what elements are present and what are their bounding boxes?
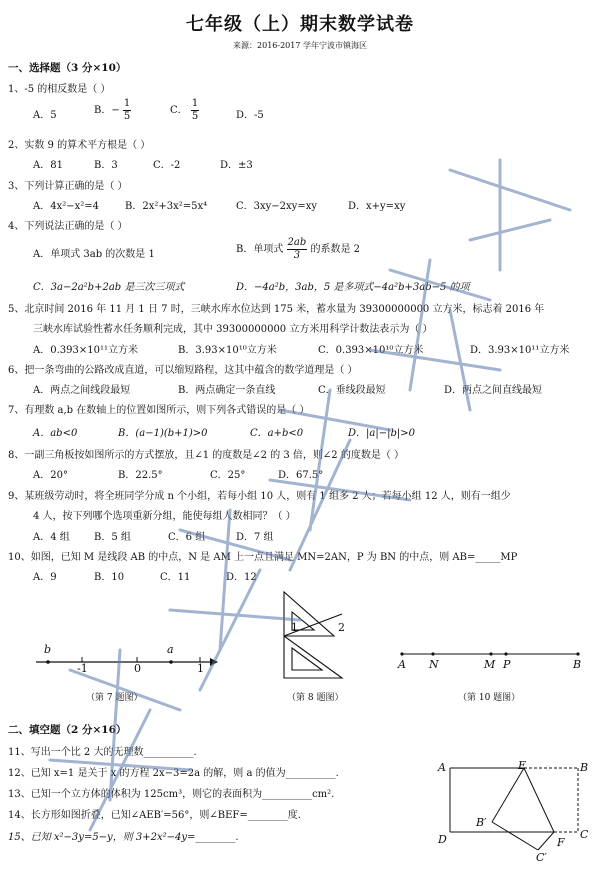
fig14-label-A: A	[438, 761, 446, 774]
set-square-bottom	[284, 636, 342, 678]
q4-option-c: C．3a−2a²b+2ab 是三次三项式	[33, 282, 185, 293]
fig14-label-B: B	[580, 761, 589, 774]
point-a	[169, 660, 173, 664]
q4-b-numerator: 2ab	[287, 237, 307, 248]
q2-option-c: C．-2	[153, 160, 181, 171]
fig7-caption: （第 7 题图）	[86, 693, 143, 703]
q2-option-a: A．81	[33, 160, 63, 171]
question-15: 15、已知 x²−3y=5−y，则 3+2x²−4y=________.	[8, 832, 239, 843]
question-13: 13、已知一个立方体的体积为 125cm³，则它的表面积为__________cm².	[8, 789, 335, 800]
q10-option-c: C．11	[160, 572, 191, 583]
q7-option-b: B．(a−1)(b+1)>0	[118, 428, 208, 439]
q7-option-d: D．|a|−|b|>0	[348, 428, 415, 439]
figure-7-number-line	[30, 640, 220, 676]
question-10-stem: 10、如图，已知 M 是线段 AB 的中点，N 是 AM 上一点且满足 MN=2AN，P 为 BN 的中点，则 AB=_____MP	[8, 552, 518, 563]
set-square-bottom-inner	[292, 648, 322, 670]
q6-option-b: B．两点确定一条直线	[178, 385, 276, 396]
q4-option-b-fraction	[287, 237, 308, 262]
fig8-angle-1: 1	[291, 621, 298, 634]
q3-option-b: B．2x²+3x²=5x⁴	[125, 201, 208, 212]
q1-c-denominator: 5	[191, 111, 199, 122]
fig10-caption: （第 10 题图）	[458, 693, 521, 703]
question-2-stem: 2、实数 9 的算术平方根是（ ）	[8, 140, 151, 151]
q9-option-c: C．6 组	[168, 532, 206, 543]
q4-b-denominator: 3	[293, 250, 301, 261]
question-12: 12、已知 x=1 是关于 x 的方程 2x−3=2a 的解，则 a 的值为__________.	[8, 768, 339, 779]
fig14-label-F: F	[557, 836, 565, 849]
figure-8-set-squares	[272, 586, 356, 682]
fig10-label-N: N	[429, 658, 439, 671]
section-choice-title: 一、选择题（3 分×10）	[8, 62, 127, 74]
question-8-stem: 8、一副三角板按如图所示的方式摆放，且∠1 的度数是∠2 的 3 倍，则∠2 的度数是（ ）	[8, 450, 405, 461]
fig14-label-B-prime: B′	[476, 816, 487, 829]
q4-option-b-suffix: 的系数是 2	[310, 244, 361, 255]
q10-option-d: D．12	[226, 572, 257, 583]
q1-option-c	[170, 98, 199, 123]
q2-option-d: D．±3	[220, 160, 253, 171]
q1-option-b-prefix: B．−	[94, 105, 120, 116]
fig10-label-P: P	[503, 658, 511, 671]
q5-option-d: D．3.93×10¹¹立方米	[470, 345, 570, 356]
q1-option-b	[94, 98, 131, 123]
fig14-label-C-prime: C′	[536, 851, 547, 864]
fig7-tick-label-1: 1	[197, 662, 204, 675]
q3-option-a: A．4x²−x²=4	[33, 201, 100, 212]
q8-option-b: B．22.5°	[118, 470, 163, 481]
q3-option-c: C．3xy−2xy=xy	[236, 201, 318, 212]
edge-B-prime-C-prime	[492, 822, 538, 850]
question-14: 14、长方形如图折叠，已知∠AEB′=56°，则∠BEF=________度.	[8, 810, 301, 821]
question-4-stem: 4、下列说法正确的是（ ）	[8, 221, 128, 232]
q4-option-b-prefix: B．单项式	[236, 244, 284, 255]
question-3-stem: 3、下列计算正确的是（ ）	[8, 181, 128, 192]
fig7-tick-label-0: 0	[134, 662, 141, 675]
fig14-label-D: D	[438, 833, 447, 846]
q5-option-b: B．3.93×10¹⁰立方米	[178, 345, 277, 356]
q4-option-b	[236, 237, 360, 262]
fig7-label-a: a	[167, 643, 174, 656]
q7-option-c: C．a+b<0	[250, 428, 304, 439]
q5-option-c: C．0.393×10¹⁰立方米	[318, 345, 424, 356]
question-7-stem: 7、有理数 a,b 在数轴上的位置如图所示，则下列各式错误的是（ ）	[8, 405, 310, 416]
fig14-label-E: E	[518, 759, 527, 772]
number-line-arrow	[210, 658, 218, 666]
q9-option-d: D．7 组	[236, 532, 274, 543]
q9-option-a: A．4 组	[33, 532, 70, 543]
q1-b-numerator: 1	[123, 98, 131, 109]
fig10-label-M: M	[484, 658, 496, 671]
fold-line-EF	[524, 768, 554, 832]
q8-option-c: C．25°	[210, 470, 246, 481]
fig7-tick-label-minus1: -1	[77, 662, 88, 675]
q6-option-a: A．两点之间线段最短	[33, 385, 131, 396]
wm-stroke-5	[50, 650, 190, 830]
edge-C-prime-F	[538, 832, 554, 850]
q6-option-c: C．垂线段最短	[318, 385, 386, 396]
fig8-caption: （第 8 题图）	[287, 693, 344, 703]
fig8-angle-2: 2	[338, 621, 345, 634]
fig10-label-B: B	[573, 658, 582, 671]
q1-c-numerator: 1	[191, 98, 199, 109]
q4-option-d: D．−4a²b，3ab，5 是多项式−4a²b+3ab−5 的项	[236, 282, 470, 293]
q7-option-a: A．ab<0	[33, 428, 78, 439]
edge-EB-prime	[492, 768, 524, 822]
fig10-label-A: A	[398, 658, 406, 671]
q8-option-d: D．67.5°	[278, 470, 324, 481]
question-6-stem: 6、把一条弯曲的公路改成直道，可以缩短路程，这其中蕴含的数学道理是（ ）	[8, 365, 358, 376]
paper-source: 来源：2016-2017 学年宁波市镇海区	[233, 41, 367, 50]
point-A	[400, 652, 403, 655]
q2-option-b: B．3	[94, 160, 118, 171]
q9-option-b: B．5 组	[94, 532, 131, 543]
q1-option-c-prefix: C．	[170, 105, 188, 116]
q10-option-b: B．10	[94, 572, 125, 583]
point-P	[504, 652, 507, 655]
q1-option-b-fraction	[123, 98, 131, 123]
question-5-line1: 5、北京时间 2016 年 11 月 1 日 7 时，三峡水库水位达到 175 米，蓄水量为 39300000000 立方米，标志着 2016 年	[8, 304, 545, 315]
q1-option-d: D．-5	[236, 110, 264, 121]
q5-option-a: A．0.393×10¹¹立方米	[33, 345, 138, 356]
point-b	[46, 660, 50, 664]
point-B	[576, 652, 579, 655]
question-9-line1: 9、某班级劳动时，将全班同学分成 n 个小组，若每小组 10 人，则有 1 组多 2 人；若每小组 12 人，则有一组少	[8, 491, 511, 502]
question-11: 11、写出一个比 2 大的无理数__________.	[8, 747, 197, 758]
figure-14-folded-rectangle	[446, 764, 582, 864]
q1-option-c-fraction	[191, 98, 199, 123]
section-fill-title: 二、填空题（2 分×16）	[8, 724, 127, 736]
fig7-label-b: b	[44, 643, 52, 656]
question-9-line2: 4 人，按下列哪个选项重新分组，能使每组人数相同？（ ）	[33, 511, 296, 522]
question-5-line2: 三峡水库试验性蓄水任务顺利完成，其中 39300000000 立方米用科学计数法表示为（ ）	[33, 324, 433, 335]
q10-option-a: A．9	[33, 572, 57, 583]
point-M	[489, 652, 492, 655]
question-1-stem: 1、-5 的相反数是（ ）	[8, 84, 111, 95]
fig14-label-C: C	[580, 828, 589, 841]
q6-option-d: D．两点之间直线最短	[444, 385, 543, 396]
wm-stroke-1	[450, 160, 570, 270]
q3-option-d: D．x+y=xy	[348, 201, 406, 212]
point-N	[431, 652, 434, 655]
q4-option-a: A．单项式 3ab 的次数是 1	[33, 249, 155, 260]
paper-title: 七年级（上）期末数学试卷	[186, 14, 414, 35]
q1-option-a: A．5	[33, 110, 57, 121]
q1-b-denominator: 5	[123, 111, 131, 122]
q8-option-a: A．20°	[33, 470, 68, 481]
